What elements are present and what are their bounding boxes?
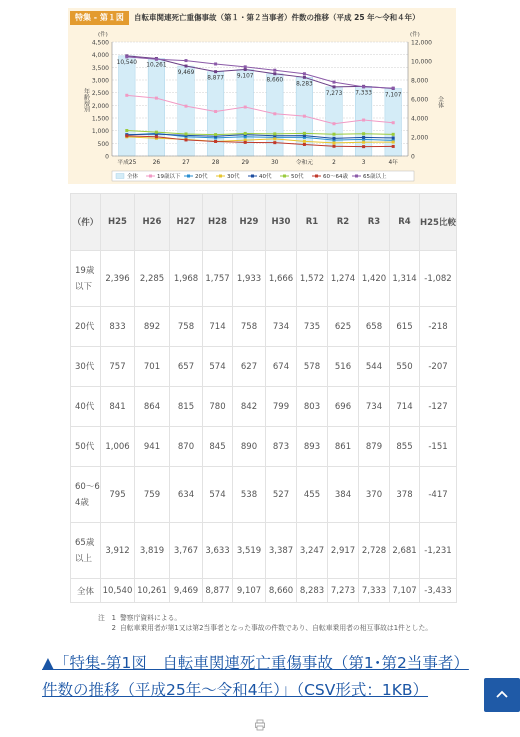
series-point	[185, 132, 188, 135]
series-point	[362, 85, 365, 88]
y-tick-left: 1,000	[91, 128, 109, 136]
legend-label: 19歳以下	[157, 174, 181, 181]
table-cell: 758	[233, 307, 266, 347]
legend-label: 20代	[195, 174, 208, 181]
table-header-cell: H29	[233, 194, 266, 251]
series-point	[333, 141, 336, 144]
table-cell: 615	[390, 307, 420, 347]
table-cell: 879	[359, 427, 390, 467]
table-cell: 516	[328, 347, 359, 387]
series-point	[333, 85, 336, 88]
y-tick-left: 4,500	[91, 39, 109, 47]
table-cell: 833	[101, 307, 135, 347]
series-point	[214, 133, 217, 136]
legend-label: 60～64歳	[323, 174, 348, 181]
table-header-unit: （件）	[71, 194, 101, 251]
row-label: 60～64歳	[71, 467, 101, 523]
bar	[207, 72, 224, 156]
series-point	[303, 115, 306, 118]
table-cell: 574	[203, 347, 233, 387]
figure-panel	[68, 8, 456, 184]
series-point	[244, 65, 247, 68]
series-point	[303, 76, 306, 79]
table-cell: 3,387	[266, 523, 297, 579]
table-cell: 527	[266, 467, 297, 523]
table-cell: 815	[170, 387, 203, 427]
series-point	[244, 106, 247, 109]
table-cell: 795	[101, 467, 135, 523]
y-tick-left: 2,000	[91, 102, 109, 110]
series-point	[273, 72, 276, 75]
note-row-1	[98, 613, 438, 623]
series-point	[273, 112, 276, 115]
bar	[116, 56, 137, 156]
row-label: 全体	[71, 579, 101, 603]
table-header-cell: H26	[135, 194, 170, 251]
legend-label: 全体	[127, 174, 139, 181]
table-cell: 7,273	[328, 579, 359, 603]
table-header-row	[71, 194, 457, 251]
table-cell: -151	[420, 427, 457, 467]
x-tick: 4年	[388, 160, 398, 166]
table-cell: 2,396	[101, 251, 135, 307]
table-cell: 841	[101, 387, 135, 427]
series-point	[244, 141, 247, 144]
series-point	[185, 59, 188, 62]
table-cell: 1,572	[297, 251, 328, 307]
series-point	[125, 134, 128, 137]
table-cell: 757	[101, 347, 135, 387]
table-cell: 864	[135, 387, 170, 427]
table-cell: -1,082	[420, 251, 457, 307]
table-cell: 870	[170, 427, 203, 467]
table-cell: 845	[203, 427, 233, 467]
table-cell: 1,666	[266, 251, 297, 307]
series-point	[303, 132, 306, 135]
table-cell: -207	[420, 347, 457, 387]
bar-label: 10,261	[146, 62, 167, 69]
y-tick-right: 0	[411, 153, 415, 161]
table-cell: 2,917	[328, 523, 359, 579]
x-tick: 29	[241, 160, 249, 166]
table-cell: 574	[203, 467, 233, 523]
table-header-cell: H25	[101, 194, 135, 251]
table-cell: 9,107	[233, 579, 266, 603]
y-tick-right: 12,000	[411, 39, 432, 47]
legend-marker	[149, 175, 152, 178]
table-cell: 758	[170, 307, 203, 347]
right-axis-unit: (件)	[410, 32, 420, 38]
table-cell: 455	[297, 467, 328, 523]
table-row	[71, 251, 457, 307]
note-label: 注 1	[98, 614, 116, 622]
x-tick: 26	[152, 160, 161, 166]
table-cell: 1,968	[170, 251, 203, 307]
series-point	[333, 137, 336, 140]
table-cell: 1,274	[328, 251, 359, 307]
row-label: 20代	[71, 307, 101, 347]
table-cell: 855	[390, 427, 420, 467]
table-cell: 1,933	[233, 251, 266, 307]
legend-marker	[283, 175, 286, 178]
series-point	[244, 132, 247, 135]
table-cell: 625	[328, 307, 359, 347]
table-cell: -218	[420, 307, 457, 347]
table-cell: 714	[203, 307, 233, 347]
table-cell: 627	[233, 347, 266, 387]
table-cell: 780	[203, 387, 233, 427]
legend-marker	[219, 175, 222, 178]
table-cell: -1,231	[420, 523, 457, 579]
table-header-cell: H27	[170, 194, 203, 251]
x-tick: 28	[211, 160, 220, 166]
table-cell: -417	[420, 467, 457, 523]
table-cell: 696	[328, 387, 359, 427]
chart-svg	[68, 8, 456, 184]
y-tick-right: 8,000	[411, 77, 429, 85]
table-cell: -127	[420, 387, 457, 427]
series-point	[155, 58, 158, 61]
series-point	[392, 141, 395, 144]
table-cell: 10,261	[135, 579, 170, 603]
y-tick-right: 10,000	[411, 58, 432, 66]
legend-marker	[187, 175, 190, 178]
series-point	[185, 105, 188, 108]
series-point	[362, 119, 365, 122]
y-tick-left: 4,000	[91, 52, 109, 60]
table-cell: 578	[297, 347, 328, 387]
table-cell: 3,819	[135, 523, 170, 579]
table-header-cell: R2	[328, 194, 359, 251]
table-row	[71, 427, 457, 467]
series-point	[273, 132, 276, 135]
series-point	[333, 81, 336, 84]
bar-label: 9,107	[236, 73, 254, 80]
table-row	[71, 387, 457, 427]
row-label: 30代	[71, 347, 101, 387]
row-label: 50代	[71, 427, 101, 467]
series-point	[214, 70, 217, 73]
table-cell: 3,519	[233, 523, 266, 579]
table-cell: 1,420	[359, 251, 390, 307]
table-cell: 2,728	[359, 523, 390, 579]
table-cell: 550	[390, 347, 420, 387]
table-row	[71, 467, 457, 523]
table-cell: 701	[135, 347, 170, 387]
y-tick-left: 500	[97, 140, 109, 148]
bar-label: 8,877	[207, 75, 224, 82]
row-label: 40代	[71, 387, 101, 427]
series-point	[273, 69, 276, 72]
series-point	[362, 141, 365, 144]
table-cell: 7,333	[359, 579, 390, 603]
table-header-cell: R3	[359, 194, 390, 251]
right-axis-label: 全体	[436, 96, 444, 108]
table-cell: 941	[135, 427, 170, 467]
table-cell: 799	[266, 387, 297, 427]
table-header-cell: H30	[266, 194, 297, 251]
y-tick-right: 2,000	[411, 134, 429, 142]
legend-label: 40代	[259, 174, 272, 181]
table-cell: 544	[359, 347, 390, 387]
row-label: 19歳以下	[71, 251, 101, 307]
series-point	[185, 65, 188, 68]
series-point	[273, 141, 276, 144]
csv-download-link[interactable]: ▲「特集-第1図 自転車関連死亡重傷事故（第1･第2当事者）件数の推移（平成25年～令和4年）」（CSV形式：1KB）	[42, 654, 469, 699]
table-cell: 734	[266, 307, 297, 347]
table-cell: 714	[390, 387, 420, 427]
y-tick-left: 1,500	[91, 115, 109, 123]
series-point	[214, 62, 217, 65]
bar-label: 7,333	[355, 90, 372, 97]
bar-label: 10,540	[116, 59, 137, 66]
series-point	[214, 110, 217, 113]
series-point	[125, 129, 128, 132]
table-cell: 378	[390, 467, 420, 523]
table-cell: 8,283	[297, 579, 328, 603]
table-cell: 674	[266, 347, 297, 387]
figure-title: 自転車関連死亡重傷事故（第１・第２当事者）件数の推移（平成 25 年～令和４年）	[134, 13, 420, 22]
x-tick: 令和元	[295, 160, 314, 166]
figure-tag: 特集 - 第１図	[70, 11, 129, 25]
series-point	[303, 72, 306, 75]
table-cell: 842	[233, 387, 266, 427]
legend-label: 50代	[291, 174, 304, 181]
note-row-2	[98, 623, 438, 633]
series-point	[333, 133, 336, 136]
series-point	[303, 143, 306, 146]
table-cell: 2,681	[390, 523, 420, 579]
notes	[98, 613, 438, 633]
bar	[148, 59, 165, 156]
y-tick-left: 3,500	[91, 64, 109, 72]
series-point	[362, 132, 365, 135]
series-point	[392, 136, 395, 139]
left-axis-unit: (件)	[98, 32, 108, 38]
series-point	[185, 138, 188, 141]
legend-label: 65歳以上	[363, 174, 387, 181]
bar-label: 8,283	[296, 81, 313, 88]
table-cell: 1,006	[101, 427, 135, 467]
series-point	[392, 121, 395, 124]
table-cell: 3,767	[170, 523, 203, 579]
series-point	[244, 68, 247, 71]
x-tick: 3	[361, 160, 366, 166]
table-cell: 890	[233, 427, 266, 467]
series-point	[392, 133, 395, 136]
series-point	[214, 140, 217, 143]
series-point	[273, 137, 276, 140]
table-cell: 734	[359, 387, 390, 427]
legend-marker	[355, 175, 358, 178]
table-cell: 1,314	[390, 251, 420, 307]
note-text-2: 自転車乗用者が第1又は第2当事者となった事故の件数であり、自転車乗用者の相互事故は1件とした。	[120, 624, 433, 632]
note-text-1: 警察庁資料による。	[120, 614, 182, 622]
table-cell: 3,633	[203, 523, 233, 579]
y-tick-left: 2,500	[91, 90, 109, 98]
table-cell: 10,540	[101, 579, 135, 603]
legend-label: 30代	[227, 174, 240, 181]
print-icon[interactable]	[254, 716, 266, 728]
row-label: 65歳以上	[71, 523, 101, 579]
series-point	[155, 131, 158, 134]
table-header-cell: R1	[297, 194, 328, 251]
bar-label: 8,660	[266, 77, 284, 84]
left-axis-label: 年齢層別	[82, 88, 90, 112]
table-cell: 1,757	[203, 251, 233, 307]
table-header-cell: H28	[203, 194, 233, 251]
y-tick-left: 3,000	[91, 77, 109, 85]
table-cell: 658	[359, 307, 390, 347]
table-cell: 370	[359, 467, 390, 523]
table-row	[71, 347, 457, 387]
series-point	[362, 145, 365, 148]
bar-label: 7,273	[325, 90, 343, 97]
table-cell: 861	[328, 427, 359, 467]
y-tick-left: 0	[105, 153, 109, 161]
table-cell: 2,285	[135, 251, 170, 307]
table-header-cell: R4	[390, 194, 420, 251]
series-point	[333, 145, 336, 148]
chevron-up-icon	[484, 678, 520, 712]
series-point	[392, 145, 395, 148]
table-cell: 759	[135, 467, 170, 523]
x-tick: 2	[332, 160, 336, 166]
legend-marker	[315, 175, 318, 178]
legend-marker	[251, 175, 254, 178]
table-cell: 735	[297, 307, 328, 347]
x-tick: 27	[182, 160, 190, 166]
table-row	[71, 523, 457, 579]
table-cell: 3,247	[297, 523, 328, 579]
bar-label: 7,107	[384, 92, 402, 99]
table-cell: 892	[135, 307, 170, 347]
table-row	[71, 579, 457, 603]
table-cell: 3,912	[101, 523, 135, 579]
table-cell: 538	[233, 467, 266, 523]
table-cell: 9,469	[170, 579, 203, 603]
series-point	[125, 55, 128, 58]
table-cell: 657	[170, 347, 203, 387]
data-table	[70, 193, 457, 603]
table-cell: 893	[297, 427, 328, 467]
table-cell: 384	[328, 467, 359, 523]
table-cell: 803	[297, 387, 328, 427]
x-tick: 平成25	[117, 160, 137, 166]
table-cell: 634	[170, 467, 203, 523]
series-point	[155, 97, 158, 100]
bar	[178, 66, 195, 156]
series-point	[125, 94, 128, 97]
y-tick-right: 4,000	[411, 115, 429, 123]
table-row	[71, 307, 457, 347]
series-point	[362, 136, 365, 139]
series-point	[333, 122, 336, 125]
note-num-2: 2	[111, 624, 116, 632]
table-cell: 7,107	[390, 579, 420, 603]
table-cell: -3,433	[420, 579, 457, 603]
legend-swatch	[116, 174, 124, 179]
bar-label: 9,469	[177, 70, 195, 77]
series-point	[392, 87, 395, 90]
series-point	[303, 140, 306, 143]
series-point	[155, 135, 158, 138]
y-tick-right: 6,000	[411, 96, 429, 104]
table-cell: 8,877	[203, 579, 233, 603]
page-top-button[interactable]	[484, 678, 520, 712]
table-cell: 873	[266, 427, 297, 467]
table-header-cell: H25比較	[420, 194, 457, 251]
table-cell: 8,660	[266, 579, 297, 603]
x-tick: 30	[271, 160, 279, 166]
